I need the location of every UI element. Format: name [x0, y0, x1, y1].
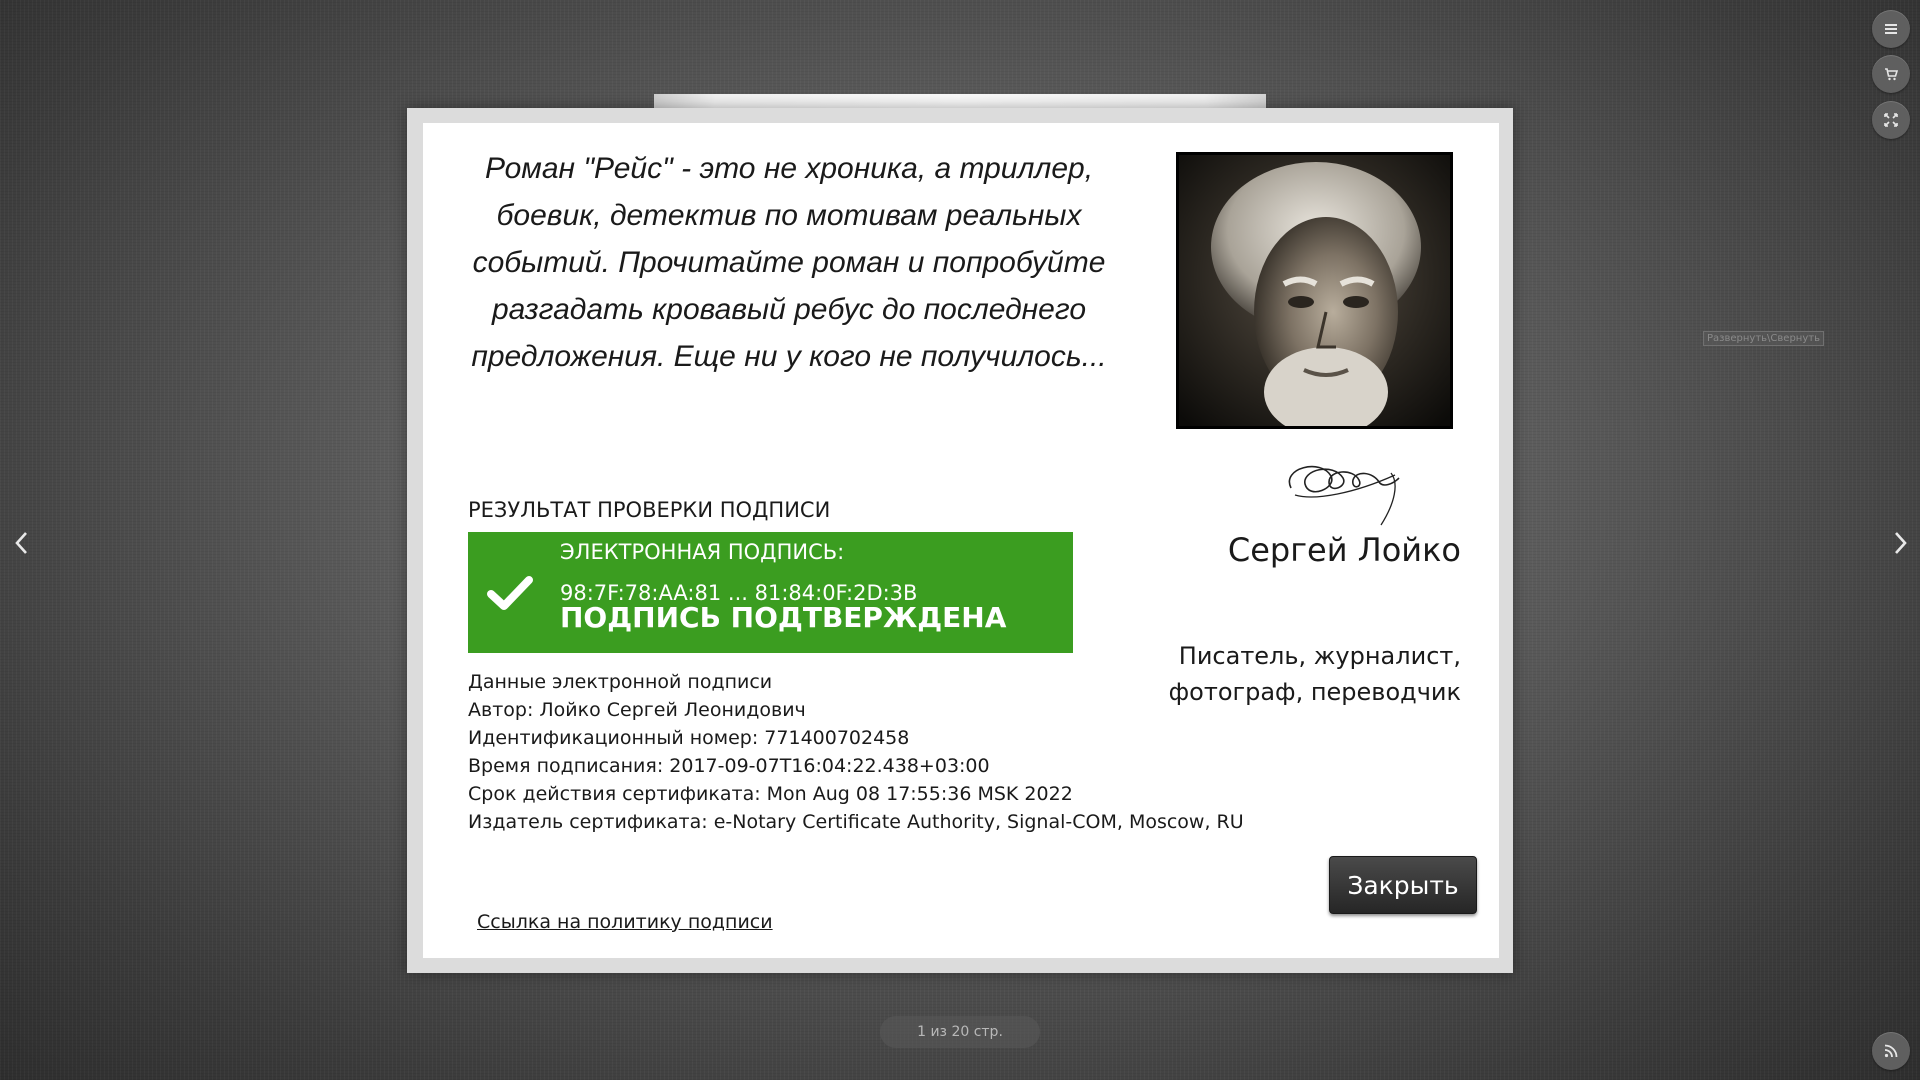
- verification-result-title: РЕЗУЛЬТАТ ПРОВЕРКИ ПОДПИСИ: [468, 498, 831, 522]
- page-counter: 1 из 20 стр.: [880, 1016, 1040, 1048]
- fullscreen-button[interactable]: [1872, 101, 1910, 139]
- chevron-right-icon: [1892, 530, 1910, 556]
- expand-collapse-tooltip: Развернуть\Свернуть: [1703, 331, 1824, 346]
- rss-icon: [1883, 1043, 1899, 1059]
- author-photo: [1176, 152, 1453, 429]
- details-author: Автор: Лойко Сергей Леонидович: [468, 699, 806, 721]
- signature-status: ПОДПИСЬ ПОДТВЕРЖДЕНА: [560, 601, 1007, 634]
- book-quote: Роман "Рейс" - это не хроника, а триллер, боевик, детектив по мотивам реальных событий. Прочитайте роман и попробуйте разгадать кровавый ребус до последнего предложения. Еще ни у кого не получилось...: [471, 152, 1107, 373]
- details-heading: Данные электронной подписи: [468, 671, 773, 693]
- author-name: Сергей Лойко: [1227, 531, 1461, 569]
- details-id-number: Идентификационный номер: 771400702458: [468, 727, 910, 749]
- hamburger-menu-icon: [1883, 21, 1899, 37]
- author-role: Писатель, журналист, фотограф, переводчик: [1168, 642, 1461, 706]
- signature-modal: [407, 108, 1513, 973]
- signature-policy-link[interactable]: Ссылка на политику подписи: [477, 911, 773, 933]
- signature-status-panel: [468, 532, 1073, 653]
- next-page-button[interactable]: [1886, 525, 1916, 561]
- author-portrait: [1176, 152, 1453, 429]
- checkmark-icon: [486, 572, 534, 614]
- signature-label: ЭЛЕКТРОННАЯ ПОДПИСЬ:: [560, 540, 845, 564]
- details-cert-issuer: Издатель сертификата: e-Notary Certificate Authority, Signal-COM, Moscow, RU: [468, 811, 1244, 833]
- signature-details: [468, 668, 1244, 836]
- previous-page-button[interactable]: [6, 525, 36, 561]
- author-signature: [1273, 443, 1423, 533]
- fullscreen-icon: [1883, 112, 1899, 128]
- details-signing-time: Время подписания: 2017-09-07T16:04:22.438+03:00: [468, 755, 990, 777]
- menu-button[interactable]: [1872, 10, 1910, 48]
- cart-icon: [1883, 66, 1899, 82]
- rss-button[interactable]: [1872, 1032, 1910, 1070]
- modal-content: [423, 123, 1499, 958]
- signature-fingerprint: 98:7F:78:AA:81 ... 81:84:0F:2D:3B: [560, 581, 918, 605]
- chevron-left-icon: [12, 530, 30, 556]
- cart-button[interactable]: [1872, 55, 1910, 93]
- details-cert-validity: Срок действия сертификата: Mon Aug 08 17:55:36 MSK 2022: [468, 783, 1073, 805]
- close-button[interactable]: Закрыть: [1329, 856, 1477, 914]
